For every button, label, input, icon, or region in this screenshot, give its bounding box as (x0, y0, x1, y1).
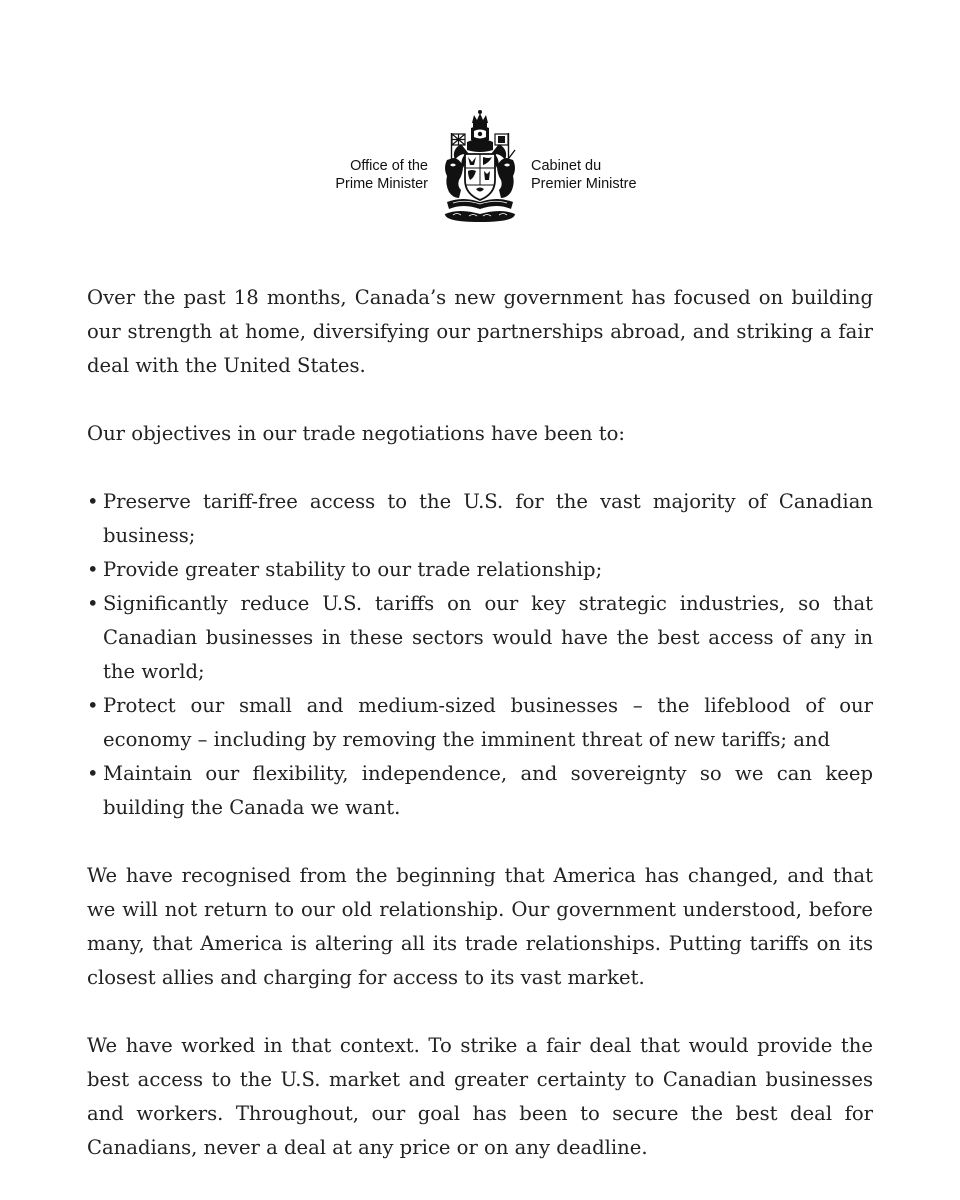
bullet-icon: • (87, 592, 99, 615)
bullet-icon: • (87, 762, 99, 785)
bullet-icon: • (87, 490, 99, 513)
spacer (87, 825, 873, 859)
list-item (87, 485, 873, 553)
paragraph-context: We have recognised from the beginning that America has changed, and that we will not return to our old relationship. Our government understood, before many, that America is altering all its trade relationships. Putting tariffs on its closest allies and charging for access to its vast market. (87, 864, 873, 989)
list-item (87, 587, 873, 689)
bullet-icon: • (87, 694, 99, 717)
list-item-text: Provide greater stability to our trade relationship; (103, 558, 603, 581)
office-name-french-line1: Cabinet du (531, 158, 602, 174)
office-name-english (335, 157, 428, 193)
objectives-list (87, 485, 873, 825)
office-name-english-line2: Prime Minister (335, 176, 428, 192)
office-name-french-line2: Premier Ministre (531, 176, 637, 192)
bullet-icon: • (87, 558, 99, 581)
list-item-text: Maintain our flexibility, independence, and sovereignty so we can keep building the Canada we want. (103, 762, 873, 819)
list-item-text: Protect our small and medium-sized businesses – the lifeblood of our economy – including by removing the imminent threat of new tariffs; and (103, 694, 873, 751)
paragraph-goal: We have worked in that context. To strike a fair deal that would provide the best access to the U.S. market and greater certainty to Canadian businesses and workers. Throughout, our goal has been to secure the best deal for Canadians, never a deal at any price or on any deadline. (87, 1034, 873, 1159)
list-item (87, 553, 873, 587)
paragraph-objectives-lead: Our objectives in our trade negotiations have been to: (87, 422, 626, 445)
spacer (87, 995, 873, 1029)
list-item-text: Preserve tariff-free access to the U.S. for the vast majority of Canadian business; (103, 490, 873, 547)
list-item (87, 689, 873, 757)
list-item-text: Significantly reduce U.S. tariffs on our key strategic industries, so that Canadian businesses in these sectors would have the best access of any in the world; (103, 592, 873, 683)
paragraph-intro: Over the past 18 months, Canada’s new government has focused on building our strength at home, diversifying our partnerships abroad, and striking a fair deal with the United States. (87, 286, 873, 377)
office-name-french (531, 157, 637, 193)
spacer (87, 451, 873, 485)
coat-of-arms-icon (439, 110, 521, 223)
letterhead (0, 110, 960, 225)
spacer (87, 383, 873, 417)
statement-body (87, 281, 873, 1165)
office-name-english-line1: Office of the (350, 158, 428, 174)
list-item (87, 757, 873, 825)
